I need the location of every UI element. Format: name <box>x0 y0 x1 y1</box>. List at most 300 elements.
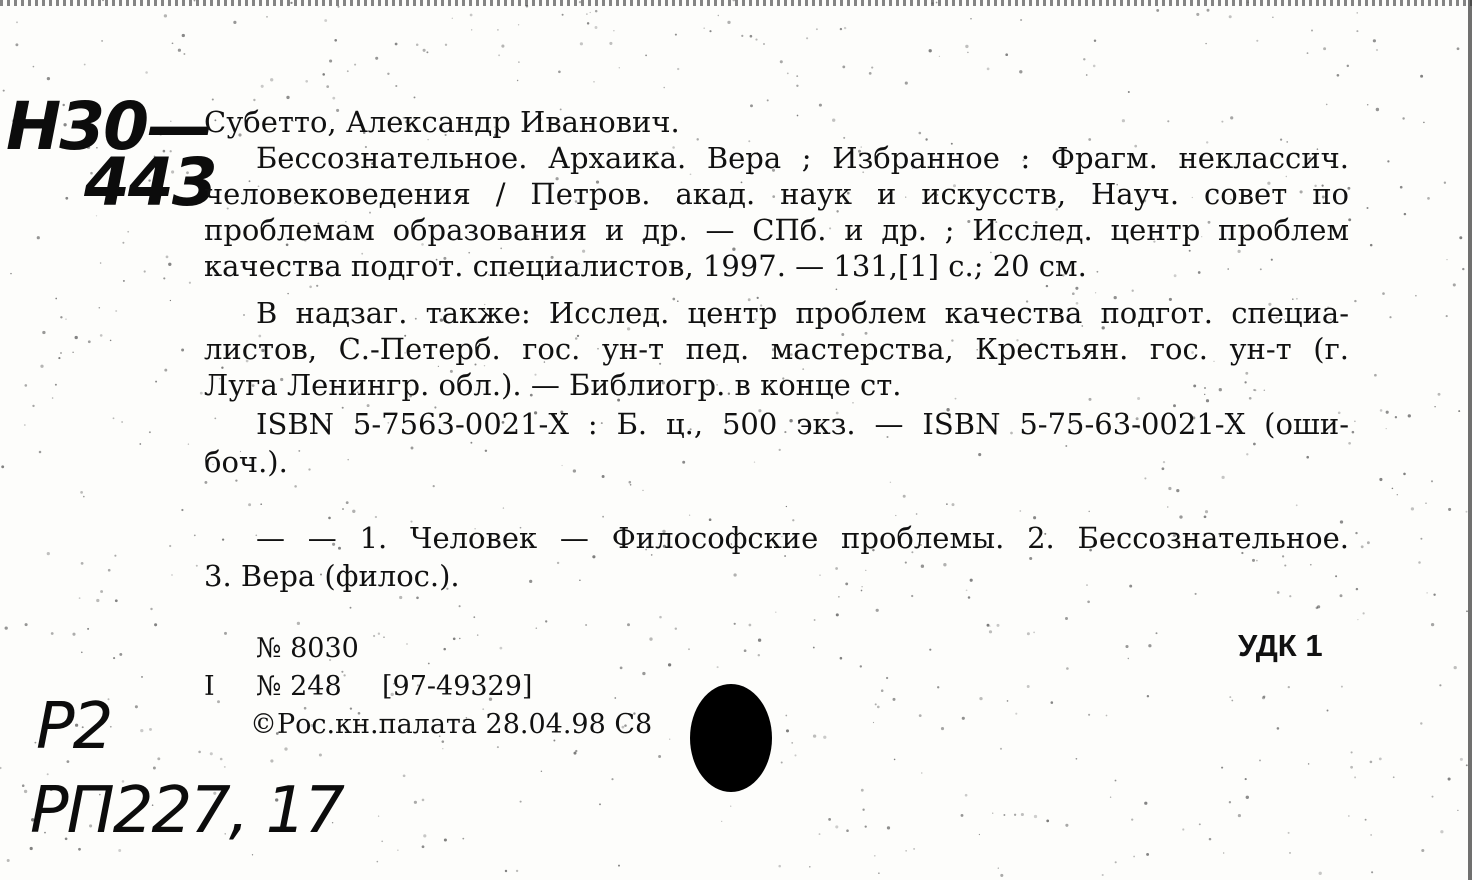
speck <box>5 626 8 629</box>
speck <box>395 85 397 87</box>
speck <box>536 627 538 629</box>
speck <box>1393 776 1395 778</box>
speck <box>163 277 165 279</box>
speck <box>1402 117 1404 119</box>
speck <box>649 637 652 640</box>
speck <box>1386 428 1387 429</box>
speck <box>642 672 645 675</box>
speck <box>1376 49 1378 51</box>
speck <box>1439 684 1441 686</box>
speck <box>1415 295 1417 297</box>
speck <box>1205 510 1208 513</box>
speck <box>730 806 731 807</box>
print-number: № 248 <box>256 671 342 702</box>
speck <box>894 759 896 761</box>
speck <box>414 96 416 98</box>
speck <box>1288 686 1290 688</box>
speck <box>732 0 735 1</box>
speck <box>688 648 690 650</box>
speck <box>1337 74 1340 77</box>
speck <box>1392 488 1394 490</box>
speck <box>1086 74 1088 76</box>
speck <box>629 481 632 484</box>
speck <box>47 77 50 80</box>
speck <box>80 491 83 494</box>
speck <box>286 96 289 99</box>
speck <box>619 67 620 68</box>
speck <box>813 734 816 737</box>
speck <box>260 503 262 505</box>
speck <box>58 357 60 359</box>
speck <box>669 739 670 740</box>
speck <box>1051 701 1054 704</box>
speck <box>794 754 796 756</box>
speck <box>444 838 447 841</box>
speck <box>294 485 297 488</box>
speck <box>1432 796 1434 798</box>
speck <box>813 647 815 649</box>
title-line-2: человековедения / Петров. акад. наук и искусств, Науч. совет по <box>204 177 1349 211</box>
speck <box>835 825 838 828</box>
speck <box>119 653 122 656</box>
speck <box>261 85 264 88</box>
speck <box>778 865 781 868</box>
speck <box>659 616 662 619</box>
speck <box>1444 182 1446 184</box>
speck <box>921 772 922 773</box>
speck <box>1316 607 1319 610</box>
speck <box>1034 815 1037 818</box>
speck <box>1323 47 1326 50</box>
speck <box>893 698 896 701</box>
speck <box>181 509 183 511</box>
speck <box>115 599 118 602</box>
speck <box>1019 70 1022 73</box>
speck <box>1205 43 1206 44</box>
speck <box>734 623 736 625</box>
speck <box>911 595 913 597</box>
speck <box>40 365 43 368</box>
speck <box>587 22 589 24</box>
speck <box>149 431 151 433</box>
speck <box>501 45 504 48</box>
speck <box>169 545 171 547</box>
speck <box>965 794 968 797</box>
speck <box>1199 823 1201 825</box>
speck <box>3 90 5 92</box>
speck <box>181 349 184 352</box>
speck <box>1182 828 1184 830</box>
speck <box>1351 751 1353 753</box>
speck <box>595 10 598 13</box>
speck <box>32 405 34 407</box>
handwritten-code-2: РП227, 17 <box>30 774 343 848</box>
speck <box>979 834 980 835</box>
speck <box>346 501 349 504</box>
speck <box>319 753 322 756</box>
speck <box>1370 761 1373 764</box>
speck <box>814 619 816 621</box>
note-line-1: В надзаг. также: Исслед. центр проблем качества подгот. специа- <box>256 296 1349 330</box>
speck <box>100 262 102 264</box>
speck <box>471 29 472 30</box>
speck <box>42 331 45 334</box>
speck <box>122 242 124 244</box>
speck <box>155 381 157 383</box>
speck <box>1427 197 1430 200</box>
speck <box>1457 47 1460 50</box>
speck <box>204 481 207 484</box>
speck <box>1374 374 1377 377</box>
speck <box>1420 722 1422 724</box>
speck <box>166 256 169 259</box>
speck <box>108 569 111 572</box>
speck <box>79 597 81 599</box>
speck <box>1319 872 1322 875</box>
speck <box>987 68 990 71</box>
speck <box>796 75 798 77</box>
speck <box>1021 813 1024 816</box>
speck <box>140 729 143 732</box>
speck <box>354 64 356 66</box>
speck <box>453 637 456 640</box>
speck <box>477 634 478 635</box>
speck <box>861 789 864 792</box>
speck <box>905 850 906 851</box>
speck <box>1000 748 1002 750</box>
speck <box>1376 108 1379 111</box>
card-number: № 8030 <box>256 633 359 664</box>
speck <box>270 759 273 762</box>
speck <box>497 746 499 748</box>
note-line-3: Луга Ленингр. обл.). — Библиогр. в конце ст. <box>204 368 902 402</box>
speck <box>580 42 583 45</box>
speck <box>60 316 62 318</box>
speck <box>1373 39 1376 42</box>
speck <box>416 44 419 47</box>
speck <box>39 451 42 454</box>
speck <box>473 616 475 618</box>
speck <box>322 73 325 76</box>
speck <box>397 850 398 851</box>
speck <box>1065 824 1068 827</box>
speck <box>1088 714 1090 716</box>
speck <box>1125 645 1128 648</box>
speck <box>100 590 103 593</box>
speck <box>1308 763 1310 765</box>
speck <box>645 54 647 56</box>
speck <box>78 848 81 851</box>
speck <box>1307 52 1309 54</box>
speck <box>1231 700 1233 702</box>
speck <box>343 674 345 676</box>
speck <box>1087 600 1090 603</box>
speck <box>113 417 115 419</box>
speck <box>378 815 379 816</box>
speck <box>1457 810 1458 811</box>
speck <box>416 596 419 599</box>
speck <box>72 633 75 636</box>
speck <box>47 552 50 555</box>
speck <box>675 627 677 629</box>
speck <box>1340 594 1343 597</box>
speck <box>1370 834 1371 835</box>
speck <box>1421 849 1424 852</box>
speck <box>1288 832 1290 834</box>
speck <box>115 310 117 312</box>
speck <box>875 703 877 705</box>
speck <box>786 506 787 507</box>
speck <box>305 80 308 83</box>
speck <box>575 750 577 752</box>
handwritten-shelfmark-2: 443 <box>84 144 216 221</box>
speck <box>1440 830 1443 833</box>
speck <box>65 197 68 200</box>
speck <box>1076 758 1078 760</box>
speck <box>1387 160 1389 162</box>
speck <box>775 612 776 613</box>
speck <box>153 767 156 770</box>
speck <box>1367 541 1370 544</box>
speck <box>144 270 146 272</box>
speck <box>399 596 402 599</box>
speck <box>101 40 103 42</box>
isbn-line-1: ISBN 5-7563-0021-Х : Б. ц., 500 экз. — ISBN 5-75-63-0021-Х (оши- <box>256 407 1349 441</box>
speck <box>422 799 425 802</box>
speck <box>860 665 862 667</box>
speck <box>1221 767 1223 769</box>
speck <box>613 30 614 31</box>
speck <box>172 42 174 44</box>
speck <box>1352 431 1355 434</box>
speck <box>823 736 826 739</box>
speck <box>1379 758 1382 761</box>
speck <box>196 565 198 567</box>
speck <box>755 39 757 41</box>
speck <box>886 677 888 679</box>
speck <box>1356 588 1358 590</box>
speck <box>65 318 67 320</box>
speck <box>1289 852 1291 854</box>
speck <box>83 496 85 498</box>
speck <box>718 15 719 16</box>
speck <box>1065 617 1068 620</box>
subject-line-2: 3. Вера (филос.). <box>204 559 460 593</box>
speck <box>965 45 968 48</box>
speck <box>1229 801 1231 803</box>
speck <box>170 300 171 301</box>
speck <box>1357 619 1358 620</box>
speck <box>149 728 152 731</box>
speck <box>1367 207 1369 209</box>
speck <box>1046 820 1049 823</box>
copyright-line: ©Рос.кн.палата 28.04.98 С8 <box>250 709 653 740</box>
speck <box>114 555 116 557</box>
speck <box>836 613 839 616</box>
speck <box>840 28 842 30</box>
speck <box>1382 292 1385 295</box>
speck <box>717 666 719 668</box>
speck <box>526 5 529 8</box>
speck <box>328 517 331 520</box>
speck <box>989 625 990 626</box>
speck <box>164 369 167 372</box>
speck <box>1115 861 1117 863</box>
speck <box>895 515 896 516</box>
speck <box>1363 612 1365 614</box>
speck <box>677 68 679 70</box>
speck <box>675 34 677 36</box>
speck <box>1438 393 1441 396</box>
speck <box>642 490 643 491</box>
speck <box>1348 815 1349 816</box>
speck <box>913 848 915 850</box>
speck <box>329 59 332 62</box>
speck <box>222 538 224 540</box>
speck <box>1147 695 1149 697</box>
speck <box>332 97 335 100</box>
speck <box>796 85 798 87</box>
speck <box>1380 409 1383 412</box>
speck <box>96 599 99 602</box>
speck <box>668 663 671 666</box>
speck <box>1448 508 1451 511</box>
speck <box>1093 65 1096 68</box>
speck <box>24 790 27 793</box>
speck <box>1408 414 1411 417</box>
speck <box>518 61 520 63</box>
speck <box>60 352 62 354</box>
speck <box>1106 715 1108 717</box>
speck <box>284 747 287 750</box>
speck <box>118 849 121 852</box>
speck <box>1448 777 1451 780</box>
speck <box>139 443 141 445</box>
speck <box>979 697 982 700</box>
speck <box>503 507 504 508</box>
speck <box>1148 644 1151 647</box>
speck <box>342 508 344 510</box>
speck <box>878 873 879 874</box>
title-line-3: проблемам образования и др. — СПб. и др. ; Исслед. центр проблем <box>204 213 1349 247</box>
speck <box>1176 489 1179 492</box>
speck <box>1433 594 1435 596</box>
speck <box>962 717 965 720</box>
speck <box>611 778 613 780</box>
speck <box>24 424 26 426</box>
speck <box>816 28 818 30</box>
speck <box>25 623 28 626</box>
speck <box>970 18 971 19</box>
speck <box>941 727 944 730</box>
speck <box>545 620 547 622</box>
speck <box>113 657 115 659</box>
speck <box>780 60 783 63</box>
speck <box>905 82 908 85</box>
speck <box>558 70 561 73</box>
speck <box>874 855 876 857</box>
speck <box>520 801 522 803</box>
speck <box>194 535 196 537</box>
speck <box>150 608 152 610</box>
speck <box>157 757 160 760</box>
speck <box>541 771 542 772</box>
speck <box>25 384 28 387</box>
speck <box>517 80 518 81</box>
speck <box>586 13 587 14</box>
author-heading: Субетто, Александр Иванович. <box>204 105 680 139</box>
speck <box>750 35 753 38</box>
speck <box>99 307 101 309</box>
speck <box>1204 515 1207 518</box>
speck <box>135 705 138 708</box>
speck <box>1431 480 1433 482</box>
speck <box>791 742 793 744</box>
speck <box>1238 814 1241 817</box>
speck <box>663 87 665 89</box>
speck <box>1371 871 1373 873</box>
speck <box>1389 316 1391 318</box>
speck <box>1296 504 1298 506</box>
speck <box>1245 778 1247 780</box>
speck <box>200 392 203 395</box>
speck <box>1420 538 1422 540</box>
speck <box>862 809 864 811</box>
speck <box>1259 759 1261 761</box>
speck <box>81 652 83 654</box>
speck <box>727 21 730 24</box>
speck <box>381 840 383 842</box>
speck <box>785 715 787 717</box>
speck <box>243 314 245 316</box>
speck <box>952 503 955 506</box>
speck <box>52 397 54 399</box>
speck <box>403 774 406 777</box>
speck <box>375 516 377 518</box>
speck <box>141 676 143 678</box>
speck <box>224 632 227 635</box>
speck <box>1357 12 1358 13</box>
speck <box>1466 764 1468 766</box>
speck <box>1460 758 1463 761</box>
speck <box>1361 545 1364 548</box>
speck <box>840 657 843 660</box>
speck <box>1277 727 1280 730</box>
speck <box>997 624 1000 627</box>
speck <box>787 73 789 75</box>
speck <box>1379 478 1382 481</box>
speck <box>844 27 846 29</box>
speck <box>1426 592 1427 593</box>
speck <box>102 0 104 1</box>
speck <box>1246 796 1249 799</box>
speck <box>1341 686 1343 688</box>
speck <box>1454 666 1457 669</box>
speck <box>1247 2 1249 4</box>
speck <box>516 870 518 872</box>
speck <box>373 635 375 637</box>
speck <box>1370 244 1373 247</box>
speck <box>505 870 507 872</box>
speck <box>217 700 220 703</box>
speck <box>618 865 620 867</box>
title-line-4: качества подгот. специалистов, 1997. — 131,[1] с.; 20 см. <box>204 249 1087 283</box>
speck <box>579 1 581 3</box>
speck <box>1168 487 1171 490</box>
speck <box>10 273 11 274</box>
speck <box>937 686 939 688</box>
speck <box>1115 780 1117 782</box>
